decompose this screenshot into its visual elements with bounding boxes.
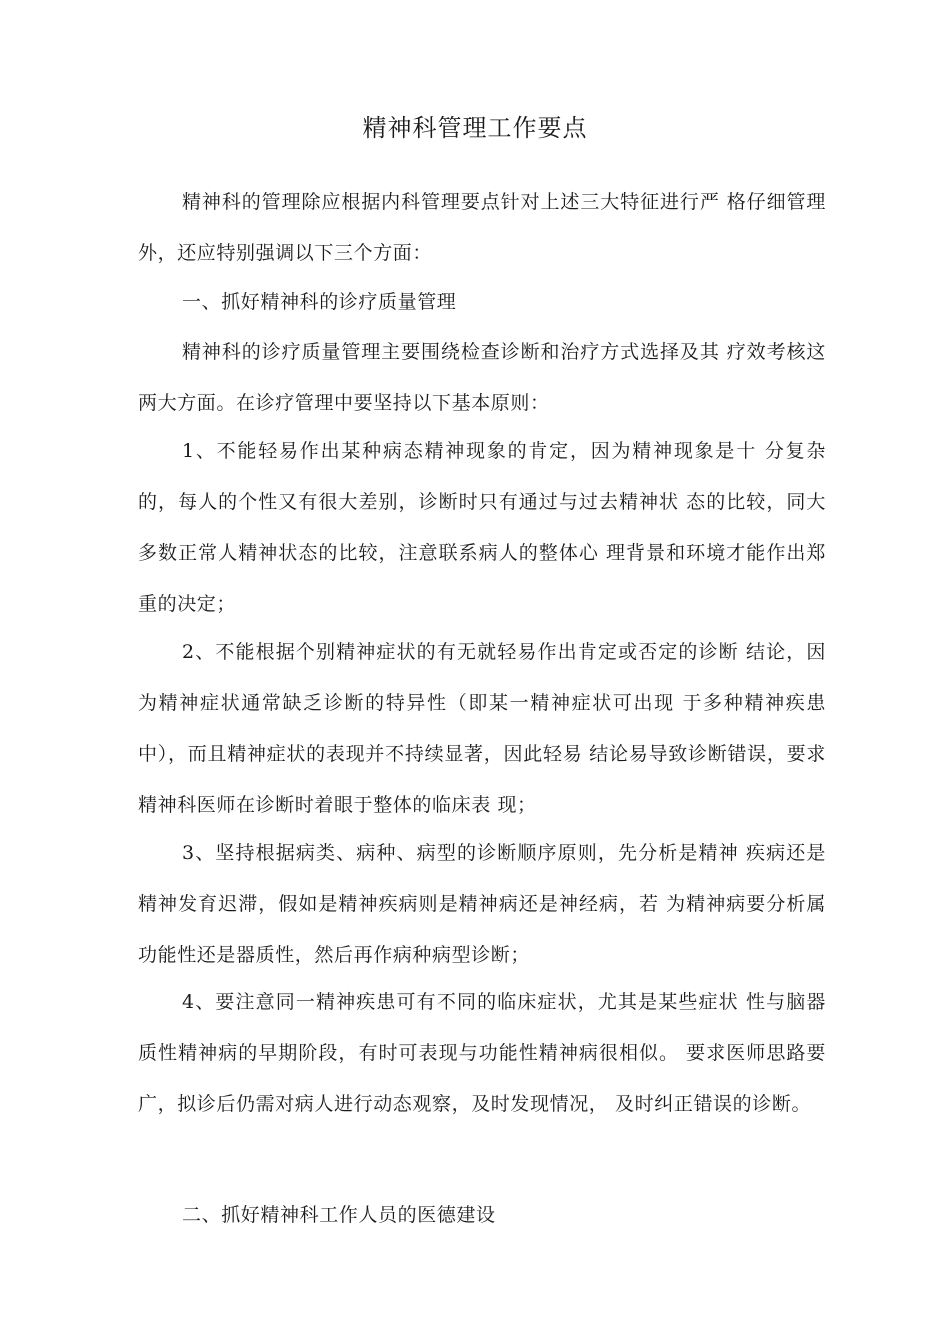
paragraph-principle-2: 2、不能根据个别精神症状的有无就轻易作出肯定或否定的诊断 结论，因为精神症状通常缺乏诊断的特异性（即某一精神症状可出现 于多种精神疾患中），而且精神症状的表现并不持续显著，因此轻易 结论易导致诊断错误，要求精神科医师在诊断时着眼于整体的临床表 现； bbox=[138, 641, 826, 816]
page-title: 精神科管理工作要点 bbox=[362, 114, 588, 142]
paragraph-principle-3: 3、坚持根据病类、病种、病型的诊断顺序原则，先分析是精神 疾病还是精神发育迟滞，假如是精神疾病则是精神病还是神经病，若 为精神病要分析属功能性还是器质性，然后再作病种病型诊断； bbox=[138, 842, 826, 966]
section-heading-1: 一、抓好精神科的诊疗质量管理 bbox=[182, 291, 457, 313]
paragraph-intro: 精神科的管理除应根据内科管理要点针对上述三大特征进行严 格仔细管理外，还应特别强调以下三个方面： bbox=[138, 191, 826, 264]
paragraph-principle-4: 4、要注意同一精神疾患可有不同的临床症状，尤其是某些症状 性与脑器质性精神病的早期阶段，有时可表现与功能性精神病很相似。 要求医师思路要广，拟诊后仍需对病人进行动态观察，及时发现情况， 及时纠正错误的诊断。 bbox=[138, 991, 826, 1115]
section-heading-2: 二、抓好精神科工作人员的医德建设 bbox=[182, 1204, 496, 1226]
paragraph-section-1-intro: 精神科的诊疗质量管理主要围绕检查诊断和治疗方式选择及其 疗效考核这两大方面。在诊疗管理中要坚持以下基本原则： bbox=[138, 341, 826, 414]
paragraph-principle-1: 1、不能轻易作出某种病态精神现象的肯定，因为精神现象是十 分复杂的，每人的个性又有很大差别，诊断时只有通过与过去精神状 态的比较，同大多数正常人精神状态的比较，注意联系病人的整体心 理背景和环境才能作出郑重的决定； bbox=[138, 440, 826, 615]
